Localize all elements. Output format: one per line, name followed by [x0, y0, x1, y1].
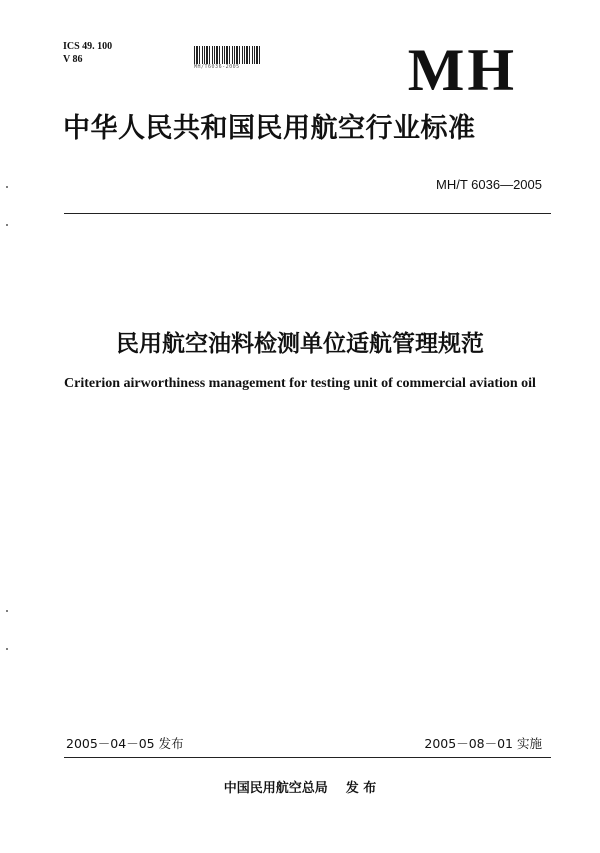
- issue-date: 2005－04－05 发布: [66, 736, 184, 751]
- ics-block: [63, 40, 112, 66]
- scan-speck: [6, 610, 8, 612]
- publisher-line: [0, 780, 600, 798]
- standard-number: MH/T 6036—2005: [436, 177, 542, 192]
- publisher-action: 发 布: [345, 781, 377, 796]
- classification-code: V 86: [63, 54, 83, 65]
- ics-code: ICS 49. 100: [63, 41, 113, 52]
- document-title-english: Criterion airworthiness management for testing unit of commercial aviation oil: [64, 376, 536, 391]
- footer-divider: [64, 757, 551, 758]
- document-title-chinese: 民用航空油料检测单位适航管理规范: [116, 331, 484, 357]
- barcode-bars: [194, 46, 260, 64]
- barcode-text: MH/T6036-2005: [194, 64, 240, 70]
- standard-mark: MH: [407, 37, 517, 103]
- effective-date: 2005－08－01 实施: [424, 736, 542, 751]
- scan-speck: [6, 224, 8, 226]
- scan-speck: [6, 186, 8, 188]
- barcode: [194, 46, 260, 68]
- publisher-name: 中国民用航空总局: [223, 781, 328, 796]
- standard-category-title: 中华人民共和国民用航空行业标准: [63, 113, 476, 144]
- scan-speck: [6, 648, 8, 650]
- header-divider: [64, 213, 551, 214]
